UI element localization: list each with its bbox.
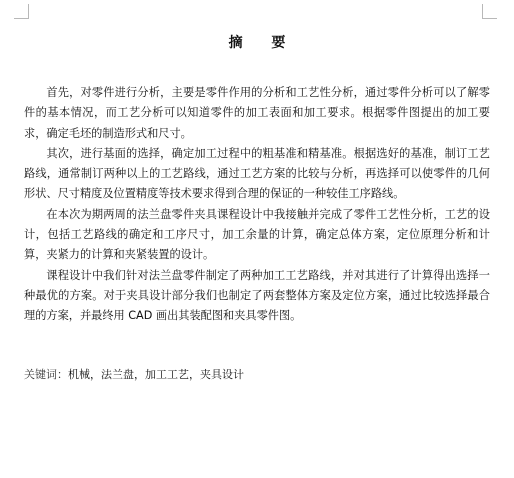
crop-mark-top-right xyxy=(482,4,497,19)
keywords-line xyxy=(24,366,244,384)
keywords-label: 关键词： xyxy=(24,368,68,381)
paragraph-4: 课程设计中我们针对法兰盘零件制定了两种加工工艺路线，并对其进行了计算得出选择一种最优的方案。对于夹具设计部分我们也制定了两套整体方案及定位方案，通过比较选择最合理的方案，并最终用 CAD 画出其装配图和夹具零件图。 xyxy=(24,268,490,323)
paragraph-3: 在本次为期两周的法兰盘零件夹具课程设计中我接触并完成了零件工艺性分析，工艺的设计，包括工艺路线的确定和工序尺寸，加工余量的计算，确定总体方案，定位原理分析和计算，夹紧力的计算和夹紧装置的设计。 xyxy=(24,207,490,262)
keywords-values: 机械，法兰盘，加工工艺，夹具设计 xyxy=(68,368,244,381)
abstract-body xyxy=(24,83,490,327)
paragraph-2: 其次，进行基面的选择，确定加工过程中的粗基准和精基准。根据选好的基准，制订工艺路线，通常制订两种以上的工艺路线，通过工艺方案的比较与分析，再选择可以使零件的几何形状、尺寸精度及位置精度等技术要求得到合理的保证的一种较佳工序路线。 xyxy=(24,146,490,201)
page-title: 摘 要 xyxy=(228,35,298,51)
paragraph-1: 首先，对零件进行分析，主要是零件作用的分析和工艺性分析，通过零件分析可以了解零件的基本情况，而工艺分析可以知道零件的加工表面和加工要求。根据零件图提出的加工要求，确定毛坯的制造形式和尺寸。 xyxy=(24,86,490,140)
crop-mark-top-left xyxy=(14,4,29,19)
